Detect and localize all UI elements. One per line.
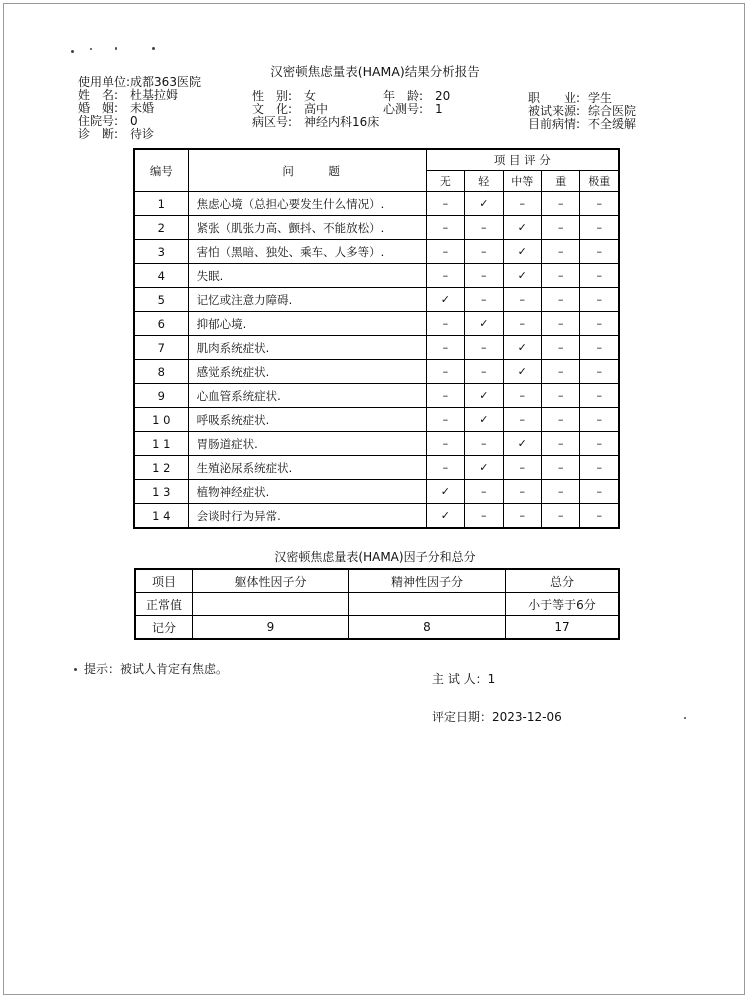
score-cell-extreme: – bbox=[580, 384, 619, 408]
tester-value: 1 bbox=[487, 672, 496, 686]
name-label: 姓 名: bbox=[78, 88, 119, 102]
unit-label: 使用单位: bbox=[78, 75, 131, 89]
score-cell-extreme: – bbox=[580, 288, 619, 312]
diagnosis-line bbox=[78, 128, 154, 141]
table-row bbox=[134, 240, 619, 264]
ward-value: 神经内科16床 bbox=[304, 115, 380, 129]
score-cell-none: – bbox=[426, 312, 464, 336]
source-label: 被试来源: bbox=[528, 104, 581, 118]
scan-speck bbox=[152, 47, 155, 50]
table-row bbox=[134, 480, 619, 504]
score-cell-mild: – bbox=[465, 480, 503, 504]
condition-label: 目前病情: bbox=[528, 117, 581, 131]
item-number: 1 0 bbox=[134, 408, 188, 432]
factor-title: 汉密顿焦虑量表(HAMA)因子分和总分 bbox=[274, 550, 476, 564]
score-cell-none: – bbox=[426, 384, 464, 408]
education-label: 文 化: bbox=[252, 102, 293, 116]
score-cell-none: – bbox=[426, 432, 464, 456]
score-cell-severe: – bbox=[542, 432, 580, 456]
table-row bbox=[134, 408, 619, 432]
score-cell-mild: – bbox=[465, 240, 503, 264]
score-cell-moderate: ✓ bbox=[503, 264, 541, 288]
table-row bbox=[134, 384, 619, 408]
score-cell-extreme: – bbox=[580, 360, 619, 384]
item-number: 4 bbox=[134, 264, 188, 288]
normal-somatic bbox=[193, 593, 349, 616]
score-cell-none: – bbox=[426, 264, 464, 288]
report-title: 汉密顿焦虑量表(HAMA)结果分析报告 bbox=[270, 64, 480, 79]
normal-total: 小于等于6分 bbox=[506, 593, 620, 616]
sex-line bbox=[252, 90, 316, 103]
marital-line bbox=[78, 102, 154, 115]
test-no-label: 心测号: bbox=[383, 102, 424, 116]
condition-line bbox=[528, 118, 636, 131]
score-cell-mild: – bbox=[465, 264, 503, 288]
score-cell-none: – bbox=[426, 456, 464, 480]
score-cell-mild: ✓ bbox=[465, 192, 503, 216]
item-number: 5 bbox=[134, 288, 188, 312]
scan-speck bbox=[74, 668, 77, 671]
unit-value: 成都363医院 bbox=[130, 75, 201, 89]
table-row bbox=[134, 336, 619, 360]
score-cell-mild: ✓ bbox=[465, 408, 503, 432]
item-question: 害怕（黑暗、独处、乘车、人多等）. bbox=[188, 240, 426, 264]
condition-value: 不全缓解 bbox=[588, 117, 637, 131]
education-line bbox=[252, 103, 328, 116]
score-cell-none: ✓ bbox=[426, 480, 464, 504]
name-line bbox=[78, 89, 178, 102]
sex-label: 性 别: bbox=[252, 89, 293, 103]
col-score-header: 项 目 评 分 bbox=[426, 149, 619, 171]
sex-value: 女 bbox=[304, 89, 317, 103]
score-cell-mild: – bbox=[465, 288, 503, 312]
table-row bbox=[134, 192, 619, 216]
age-label: 年 龄: bbox=[383, 89, 424, 103]
diagnosis-value: 待诊 bbox=[130, 127, 155, 141]
education-value: 高中 bbox=[304, 102, 329, 116]
score-cell-severe: – bbox=[542, 504, 580, 529]
score-cell-severe: – bbox=[542, 216, 580, 240]
rating-date-label: 评定日期： bbox=[432, 710, 493, 724]
score-cell-none: – bbox=[426, 336, 464, 360]
score-mental: 8 bbox=[349, 616, 506, 640]
score-cell-mild: – bbox=[465, 432, 503, 456]
score-cell-moderate: – bbox=[503, 384, 541, 408]
inpatient-line bbox=[78, 115, 138, 128]
ward-line bbox=[252, 116, 379, 129]
item-question: 感觉系统症状. bbox=[188, 360, 426, 384]
level-severe-header: 重 bbox=[542, 171, 580, 192]
score-cell-moderate: – bbox=[503, 504, 541, 529]
factor-header-row bbox=[135, 569, 619, 593]
table-row bbox=[134, 312, 619, 336]
score-cell-extreme: – bbox=[580, 408, 619, 432]
tester-label: 主 试 人： bbox=[432, 672, 488, 686]
score-cell-moderate: ✓ bbox=[503, 336, 541, 360]
item-number: 2 bbox=[134, 216, 188, 240]
item-question: 失眠. bbox=[188, 264, 426, 288]
scan-speck bbox=[71, 50, 74, 53]
test-no-value: 1 bbox=[435, 102, 443, 116]
col-number-header: 编号 bbox=[134, 149, 188, 192]
item-number: 3 bbox=[134, 240, 188, 264]
score-cell-none: – bbox=[426, 192, 464, 216]
item-number: 6 bbox=[134, 312, 188, 336]
table-row bbox=[134, 504, 619, 529]
tester-line bbox=[432, 670, 495, 687]
item-question: 焦虑心境（总担心要发生什么情况）. bbox=[188, 192, 426, 216]
score-cell-extreme: – bbox=[580, 432, 619, 456]
score-cell-none: – bbox=[426, 360, 464, 384]
factor-normal-row bbox=[135, 593, 619, 616]
factor-mental-header: 精神性因子分 bbox=[349, 569, 506, 593]
item-number: 1 3 bbox=[134, 480, 188, 504]
score-cell-extreme: – bbox=[580, 456, 619, 480]
score-label: 记分 bbox=[135, 616, 193, 640]
score-cell-severe: – bbox=[542, 360, 580, 384]
item-question: 呼吸系统症状. bbox=[188, 408, 426, 432]
rating-date-line bbox=[432, 708, 562, 725]
age-value: 20 bbox=[435, 89, 451, 103]
score-cell-moderate: – bbox=[503, 456, 541, 480]
table-row bbox=[134, 216, 619, 240]
job-value: 学生 bbox=[588, 91, 613, 105]
score-cell-moderate: ✓ bbox=[503, 360, 541, 384]
item-question: 肌肉系统症状. bbox=[188, 336, 426, 360]
level-extreme-header: 极重 bbox=[580, 171, 619, 192]
item-question: 记忆或注意力障碍. bbox=[188, 288, 426, 312]
scan-speck bbox=[115, 47, 117, 50]
score-somatic: 9 bbox=[193, 616, 349, 640]
table-header-row bbox=[134, 149, 619, 171]
col-question-header: 问 题 bbox=[188, 149, 426, 192]
factor-score-row bbox=[135, 616, 619, 640]
scan-speck bbox=[90, 48, 92, 50]
item-number: 8 bbox=[134, 360, 188, 384]
name-value: 杜基拉姆 bbox=[130, 88, 179, 102]
table-row bbox=[134, 288, 619, 312]
score-cell-extreme: – bbox=[580, 264, 619, 288]
job-line bbox=[528, 92, 612, 105]
score-cell-severe: – bbox=[542, 384, 580, 408]
score-cell-severe: – bbox=[542, 456, 580, 480]
level-moderate-header: 中等 bbox=[503, 171, 541, 192]
level-mild-header: 轻 bbox=[465, 171, 503, 192]
score-cell-none: – bbox=[426, 240, 464, 264]
score-cell-extreme: – bbox=[580, 504, 619, 529]
score-cell-moderate: – bbox=[503, 312, 541, 336]
factor-total-header: 总分 bbox=[506, 569, 620, 593]
item-question: 心血管系统症状. bbox=[188, 384, 426, 408]
item-question: 紧张（肌张力高、颤抖、不能放松）. bbox=[188, 216, 426, 240]
scan-speck bbox=[684, 717, 686, 719]
hama-item-table bbox=[133, 148, 620, 529]
score-cell-none: – bbox=[426, 408, 464, 432]
table-row bbox=[134, 432, 619, 456]
score-cell-severe: – bbox=[542, 336, 580, 360]
source-value: 综合医院 bbox=[588, 104, 637, 118]
item-number: 1 2 bbox=[134, 456, 188, 480]
score-cell-mild: – bbox=[465, 336, 503, 360]
item-number: 1 4 bbox=[134, 504, 188, 529]
score-total: 17 bbox=[506, 616, 620, 640]
item-rows bbox=[134, 192, 619, 529]
score-cell-severe: – bbox=[542, 264, 580, 288]
factor-item-header: 项目 bbox=[135, 569, 193, 593]
score-cell-none: ✓ bbox=[426, 288, 464, 312]
item-question: 抑郁心境. bbox=[188, 312, 426, 336]
factor-somatic-header: 躯体性因子分 bbox=[193, 569, 349, 593]
score-cell-mild: – bbox=[465, 216, 503, 240]
item-question: 植物神经症状. bbox=[188, 480, 426, 504]
score-cell-extreme: – bbox=[580, 480, 619, 504]
rating-date-value: 2023-12-06 bbox=[492, 710, 562, 724]
score-cell-mild: – bbox=[465, 504, 503, 529]
score-cell-severe: – bbox=[542, 240, 580, 264]
score-cell-extreme: – bbox=[580, 240, 619, 264]
score-cell-none: – bbox=[426, 216, 464, 240]
item-question: 会谈时行为异常. bbox=[188, 504, 426, 529]
factor-table bbox=[134, 568, 620, 640]
item-number: 7 bbox=[134, 336, 188, 360]
score-cell-severe: – bbox=[542, 408, 580, 432]
item-number: 1 bbox=[134, 192, 188, 216]
test-no-line bbox=[383, 103, 443, 116]
score-cell-moderate: – bbox=[503, 408, 541, 432]
score-cell-severe: – bbox=[542, 480, 580, 504]
score-cell-severe: – bbox=[542, 288, 580, 312]
result-note: 提示：被试人肯定有焦虑。 bbox=[84, 662, 229, 676]
marital-label: 婚 姻: bbox=[78, 101, 119, 115]
item-question: 胃肠道症状. bbox=[188, 432, 426, 456]
unit-line bbox=[78, 76, 201, 89]
age-line bbox=[383, 90, 450, 103]
score-cell-severe: – bbox=[542, 312, 580, 336]
inpatient-value: 0 bbox=[130, 114, 138, 128]
score-cell-moderate: ✓ bbox=[503, 432, 541, 456]
score-cell-moderate: – bbox=[503, 288, 541, 312]
inpatient-label: 住院号: bbox=[78, 114, 119, 128]
table-row bbox=[134, 264, 619, 288]
level-none-header: 无 bbox=[426, 171, 464, 192]
item-question: 生殖泌尿系统症状. bbox=[188, 456, 426, 480]
score-cell-severe: – bbox=[542, 192, 580, 216]
item-number: 1 1 bbox=[134, 432, 188, 456]
table-row bbox=[134, 456, 619, 480]
score-cell-none: ✓ bbox=[426, 504, 464, 529]
score-cell-extreme: – bbox=[580, 336, 619, 360]
score-cell-moderate: – bbox=[503, 192, 541, 216]
score-cell-extreme: – bbox=[580, 216, 619, 240]
score-cell-mild: ✓ bbox=[465, 384, 503, 408]
ward-label: 病区号: bbox=[252, 115, 293, 129]
job-label: 职 业: bbox=[528, 91, 581, 105]
score-cell-moderate: – bbox=[503, 480, 541, 504]
score-cell-moderate: ✓ bbox=[503, 240, 541, 264]
score-cell-mild: ✓ bbox=[465, 312, 503, 336]
score-cell-moderate: ✓ bbox=[503, 216, 541, 240]
diagnosis-label: 诊 断: bbox=[78, 127, 119, 141]
marital-value: 未婚 bbox=[130, 101, 155, 115]
score-cell-extreme: – bbox=[580, 312, 619, 336]
score-cell-mild: ✓ bbox=[465, 456, 503, 480]
table-row bbox=[134, 360, 619, 384]
item-number: 9 bbox=[134, 384, 188, 408]
normal-label: 正常值 bbox=[135, 593, 193, 616]
normal-mental bbox=[349, 593, 506, 616]
score-cell-extreme: – bbox=[580, 192, 619, 216]
score-cell-mild: – bbox=[465, 360, 503, 384]
source-line bbox=[528, 105, 636, 118]
